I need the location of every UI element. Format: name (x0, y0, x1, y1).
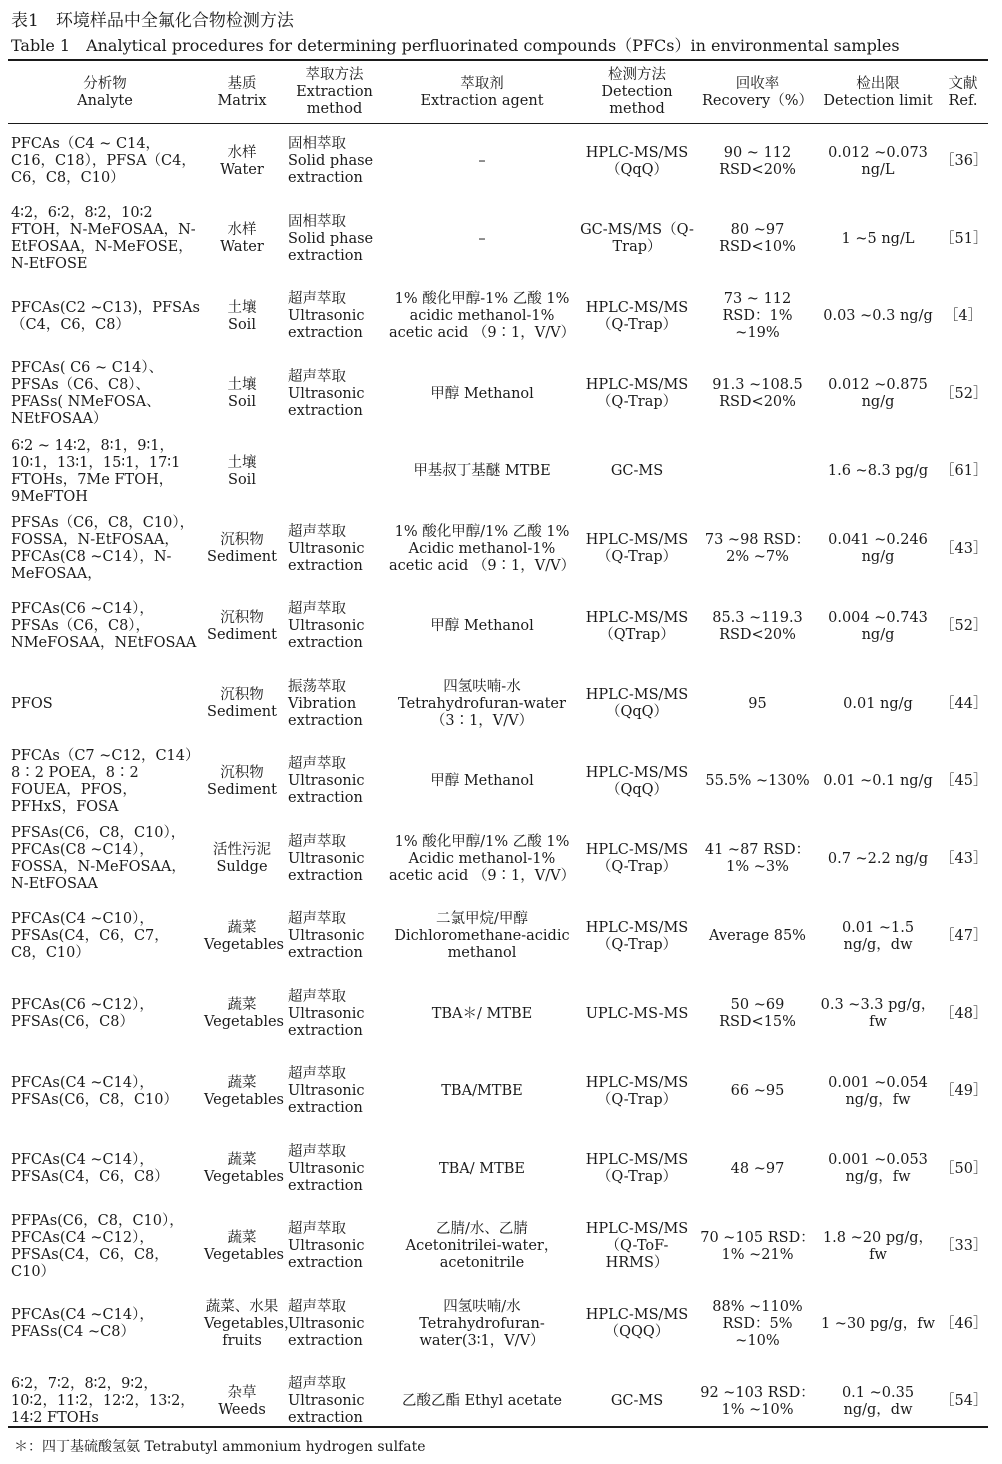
cell-recovery: 70 ~105 RSD：1% ~21% (700, 1229, 815, 1263)
cell-detection-limit: 0.004 ~0.743 ng/g (828, 609, 928, 643)
cell-ref: ［50］ (940, 1160, 988, 1177)
cell-matrix: 沉积物 Sediment (207, 609, 277, 643)
cell-detection-method: HPLC-MS/MS（Q-Trap） (585, 1074, 689, 1108)
cell-matrix: 水样 Water (220, 144, 264, 178)
cell-detection-method: HPLC-MS/MS（Q-Trap） (585, 1152, 689, 1186)
cell-detection-limit: 0.001 ~0.054 ng/g，fw (828, 1074, 928, 1108)
cell-recovery: 55.5% ~130% (705, 773, 810, 790)
header-detection-method: 检测方法 Detection method (601, 67, 673, 117)
cell-extraction-method (282, 433, 387, 511)
cell-analyte: PFCAs（C7 ~C12，C14）8∶2 POEA，8∶2 FOUEA，PFOS，PFHxS，FOSA (11, 747, 200, 815)
cell-extraction-agent: 甲醇 Methanol (430, 618, 534, 635)
cell-ref: ［48］ (940, 1005, 988, 1022)
cell-analyte: PFOS (11, 695, 53, 712)
cell-extraction-method: 超声萃取 Ultrasonic extraction (288, 1221, 365, 1272)
cell-recovery: 90 ~ 112 RSD<20% (719, 144, 796, 178)
cell-extraction-method: 振荡萃取 Vibration extraction (288, 678, 363, 729)
cell-detection-method: HPLC-MS/MS（QTrap） (585, 609, 689, 643)
cell-detection-method: UPLC-MS-MS (585, 1005, 689, 1022)
pfc-methods-table (8, 62, 988, 1441)
table-row (8, 1053, 988, 1131)
cell-extraction-agent: 甲醇 Methanol (430, 385, 534, 402)
cell-detection-method: HPLC-MS/MS（Q-Trap） (585, 299, 689, 333)
cell-detection-limit: 1 ~30 pg/g，fw (820, 1315, 936, 1332)
cell-extraction-agent: 二氯甲烷/甲醇 Dichloromethane-acidic methanol (394, 911, 570, 962)
header-recovery: 回收率 Recovery（%） (701, 75, 814, 109)
cell-detection-method: HPLC-MS/MS（Q-Trap） (585, 919, 689, 953)
cell-matrix: 水样 Water (220, 222, 264, 256)
cell-extraction-agent: 甲醇 Methanol (430, 773, 534, 790)
cell-recovery: 92 ~103 RSD：1% ~10% (700, 1384, 815, 1418)
cell-detection-method: GC-MS/MS（Q-Trap） (580, 222, 694, 256)
cell-extraction-agent: 1% 酸化甲醇-1% 乙酸 1% acidic methanol-1% acetic acid （9∶1，V/V） (389, 291, 576, 342)
cell-ref: ［49］ (940, 1083, 988, 1100)
cell-recovery: 50 ~69 RSD<15% (719, 997, 796, 1031)
cell-extraction-method: 超声萃取 Ultrasonic extraction (288, 523, 365, 574)
cell-recovery: 95 (748, 695, 767, 712)
table-row (8, 976, 988, 1054)
cell-detection-method: GC-MS (610, 463, 664, 480)
cell-ref: ［33］ (940, 1238, 988, 1255)
cell-detection-method: HPLC-MS/MS（Q-Trap） (585, 377, 689, 411)
cell-detection-method: HPLC-MS/MS（QqQ） (585, 687, 689, 721)
cell-analyte: PFSAs（C6，C8，C10），FOSSA，N-EtFOSAA，PFCAs(C8 ~C14），N-MeFOSAA， (11, 515, 195, 583)
cell-extraction-agent: – (478, 153, 486, 170)
cell-extraction-agent: 1% 酸化甲醇/1% 乙酸 1% Acidic methanol-1% acetic acid （9∶1，V/V） (389, 523, 576, 574)
cell-extraction-agent: – (478, 230, 486, 247)
header-extraction-method: 萃取方法 Extraction method (296, 67, 373, 117)
cell-matrix: 沉积物 Sediment (207, 764, 277, 798)
cell-ref: ［45］ (940, 773, 988, 790)
cell-ref: ［54］ (940, 1393, 988, 1410)
cell-extraction-method: 超声萃取 Ultrasonic extraction (288, 601, 365, 652)
cell-extraction-method: 超声萃取 Ultrasonic extraction (288, 833, 365, 884)
cell-matrix: 蔬菜 Vegetables (204, 1152, 284, 1186)
cell-matrix: 杂草 Weeds (218, 1384, 266, 1418)
table-row (8, 201, 988, 279)
table-row (8, 743, 988, 821)
cell-detection-method: HPLC-MS/MS（Q-ToF-HRMS） (585, 1221, 689, 1272)
cell-extraction-agent: TBA/MTBE (441, 1083, 523, 1100)
cell-detection-limit: 0.01 ng/g (843, 695, 913, 712)
cell-detection-limit: 0.001 ~0.053 ng/g，fw (828, 1152, 928, 1186)
cell-analyte: PFCAs(C6 ~C14），PFSAs（C6，C8），NMeFOSAA，NEtFOSAA (11, 601, 197, 652)
cell-recovery: 91.3 ~108.5 RSD<20% (712, 377, 803, 411)
cell-ref: ［36］ (940, 153, 988, 170)
cell-detection-limit: 0.7 ~2.2 ng/g (827, 850, 929, 867)
cell-detection-limit: 0.012 ~0.875 ng/g (828, 377, 928, 411)
cell-matrix: 蔬菜 Vegetables (204, 1074, 284, 1108)
cell-ref: ［52］ (940, 618, 988, 635)
cell-extraction-method: 超声萃取 Ultrasonic extraction (288, 1298, 365, 1349)
cell-recovery: 41 ~87 RSD：1% ~3% (704, 842, 811, 876)
cell-extraction-agent: TBA/ MTBE (438, 1160, 526, 1177)
cell-analyte: PFCAs(C4 ~C10），PFSAs(C4，C6，C7，C8，C10） (11, 911, 169, 962)
table-row (8, 821, 988, 899)
table-row (8, 1208, 988, 1286)
cell-ref: ［43］ (940, 540, 988, 557)
cell-analyte: PFCAs(C4 ~C14），PFSAs(C6，C8，C10） (11, 1074, 179, 1108)
cell-ref: ［61］ (940, 463, 988, 480)
header-extraction-agent: 萃取剂 Extraction agent (420, 75, 544, 109)
cell-extraction-method: 超声萃取 Ultrasonic extraction (288, 291, 365, 342)
cell-detection-limit: 0.041 ~0.246 ng/g (828, 532, 928, 566)
cell-recovery: 73 ~ 112 RSD：1% ~19% (722, 291, 793, 342)
table-footnote: ＊：四丁基硫酸氢氨 Tetrabutyl ammonium hydrogen sulfate (14, 1439, 426, 1455)
cell-detection-method: HPLC-MS/MS（Q-Trap） (585, 842, 689, 876)
cell-matrix: 活性污泥 Suldge (213, 842, 271, 876)
cell-matrix: 蔬菜 Vegetables (204, 919, 284, 953)
cell-analyte: 6∶2 ~ 14∶2，8∶1，9∶1，10∶1，13∶1，15∶1，17∶1 FTOHs，7Me FTOH，9MeFTOH (11, 437, 181, 505)
cell-ref: ［44］ (940, 695, 988, 712)
cell-recovery: 88% ~110% RSD：5% ~10% (712, 1298, 803, 1349)
top-rule (8, 59, 988, 61)
cell-analyte: PFPAs(C6，C8，C10），PFCAs(C4 ~C12），PFSAs(C4，C6，C8，C10） (11, 1212, 184, 1280)
cell-extraction-method: 超声萃取 Ultrasonic extraction (288, 988, 365, 1039)
cell-matrix: 土壤 Soil (227, 454, 257, 488)
cell-extraction-agent: 乙腈/水、乙腈 Acetonitrilei-water，acetonitrile (405, 1221, 559, 1272)
cell-analyte: PFSAs(C6，C8，C10），PFCAs(C8 ~C14），FOSSA，N-MeFOSAA，N-EtFOSAA (11, 825, 186, 893)
cell-matrix: 沉积物 Sediment (207, 687, 277, 721)
cell-detection-limit: 1 ~5 ng/L (841, 230, 915, 247)
table-row (8, 666, 988, 744)
cell-extraction-method: 超声萃取 Ultrasonic extraction (288, 911, 365, 962)
table-body (8, 123, 988, 1441)
table-row (8, 511, 988, 589)
cell-matrix: 沉积物 Sediment (207, 532, 277, 566)
cell-analyte: PFCAs( C6 ~ C14）、PFSAs（C6、C8）、PFASs( NMeFOSA、NEtFOSAA） (11, 360, 164, 428)
header-analyte: 分析物 Analyte (77, 75, 133, 109)
cell-detection-limit: 0.3 ~3.3 pg/g，fw (820, 997, 936, 1031)
cell-extraction-method: 固相萃取 Solid phase extraction (288, 213, 374, 264)
cell-detection-limit: 1.6 ~8.3 pg/g (827, 463, 929, 480)
cell-extraction-agent: 1% 酸化甲醇/1% 乙酸 1% Acidic methanol-1% acetic acid （9∶1，V/V） (389, 833, 576, 884)
cell-ref: ［51］ (940, 230, 988, 247)
cell-recovery: 48 ~97 (730, 1160, 785, 1177)
cell-extraction-method: 超声萃取 Ultrasonic extraction (288, 1143, 365, 1194)
cell-analyte: 6∶2，7∶2，8∶2，9∶2，10∶2，11∶2，12∶2，13∶2，14∶2 FTOHs (11, 1376, 195, 1427)
cell-recovery: 85.3 ~119.3 RSD<20% (712, 609, 803, 643)
table-row (8, 898, 988, 976)
table-row (8, 123, 988, 201)
cell-analyte: PFCAs(C2 ~C13)，PFSAs（C4，C6，C8） (11, 299, 200, 333)
cell-extraction-method: 超声萃取 Ultrasonic extraction (288, 756, 365, 807)
cell-matrix: 蔬菜 Vegetables (204, 997, 284, 1031)
cell-ref: ［46］ (940, 1315, 988, 1332)
table-row (8, 433, 988, 511)
header-detection-limit: 检出限 Detection limit (823, 75, 933, 109)
cell-detection-limit: 0.012 ~0.073 ng/L (828, 144, 928, 178)
cell-recovery: 80 ~97 RSD<10% (719, 222, 796, 256)
cell-matrix: 土壤 Soil (227, 299, 257, 333)
table-row (8, 1131, 988, 1209)
cell-ref: ［43］ (940, 850, 988, 867)
cell-recovery (697, 433, 818, 511)
cell-recovery: 73 ~98 RSD：2% ~7% (704, 532, 811, 566)
cell-detection-method: GC-MS (610, 1393, 664, 1410)
cell-analyte: PFCAs(C4 ~C14），PFASs(C4 ~C8） (11, 1307, 154, 1341)
cell-detection-limit: 0.1 ~0.35 ng/g，dw (841, 1384, 915, 1418)
header-row (8, 62, 988, 123)
cell-extraction-agent: TBA＊/ MTBE (431, 1005, 533, 1022)
cell-extraction-method: 超声萃取 Ultrasonic extraction (288, 368, 365, 419)
cell-recovery: Average 85% (709, 928, 806, 945)
cell-extraction-agent: 四氢呋喃/水 Tetrahydrofuran-water(3∶1，V/V） (419, 1298, 545, 1349)
cell-analyte: PFCAs(C6 ~C12），PFSAs(C6，C8） (11, 997, 154, 1031)
table-row (8, 278, 988, 356)
cell-recovery: 66 ~95 (730, 1083, 785, 1100)
cell-detection-limit: 1.8 ~20 pg/g，fw (822, 1229, 934, 1263)
table-row (8, 1286, 988, 1364)
cell-extraction-method: 超声萃取 Ultrasonic extraction (288, 1376, 365, 1427)
cell-analyte: 4∶2，6∶2，8∶2，10∶2 FTOH，N-MeFOSAA，N-EtFOSAA，N-MeFOSE，N-EtFOSE (11, 205, 196, 273)
cell-extraction-agent: 甲基叔丁基醚 MTBE (413, 463, 551, 480)
table-caption-en: Table 1 Analytical procedures for determining perfluorinated compounds（PFCs）in environmental samples (11, 36, 900, 55)
cell-extraction-agent: 四氢呋喃-水 Tetrahydrofuran-water （3∶1，V/V） (398, 678, 566, 729)
cell-matrix: 蔬菜、水果 Vegetables，fruits (204, 1298, 299, 1349)
cell-extraction-method: 超声萃取 Ultrasonic extraction (288, 1066, 365, 1117)
table-caption-cn: 表1 环境样品中全氟化合物检测方法 (11, 11, 294, 31)
cell-analyte: PFCAs（C4 ~ C14，C16，C18），PFSA（C4，C6，C8，C10） (11, 136, 196, 187)
cell-ref: ［4］ (943, 308, 983, 325)
cell-ref: ［52］ (940, 385, 988, 402)
cell-detection-method: HPLC-MS/MS（QqQ） (585, 144, 689, 178)
cell-detection-method: HPLC-MS/MS（QqQ） (585, 764, 689, 798)
header-ref: 文献 Ref. (948, 75, 978, 109)
cell-detection-method: HPLC-MS/MS（Q-Trap） (585, 532, 689, 566)
bottom-rule (8, 1426, 988, 1428)
cell-detection-limit: 0.01 ~1.5 ng/g，dw (841, 919, 915, 953)
table-row (8, 356, 988, 434)
table-row (8, 588, 988, 666)
cell-extraction-method: 固相萃取 Solid phase extraction (288, 136, 374, 187)
cell-detection-method: HPLC-MS/MS（QQQ） (585, 1307, 689, 1341)
cell-extraction-agent: 乙酸乙酯 Ethyl acetate (401, 1393, 563, 1410)
cell-detection-limit: 0.03 ~0.3 ng/g (823, 308, 933, 325)
cell-ref: ［47］ (940, 928, 988, 945)
cell-analyte: PFCAs(C4 ~C14），PFSAs(C4，C6，C8） (11, 1152, 169, 1186)
header-matrix: 基质 Matrix (217, 75, 267, 109)
cell-detection-limit: 0.01 ~0.1 ng/g (823, 773, 933, 790)
table-row (8, 1363, 988, 1441)
cell-matrix: 蔬菜 Vegetables (204, 1229, 284, 1263)
cell-matrix: 土壤 Soil (227, 377, 257, 411)
